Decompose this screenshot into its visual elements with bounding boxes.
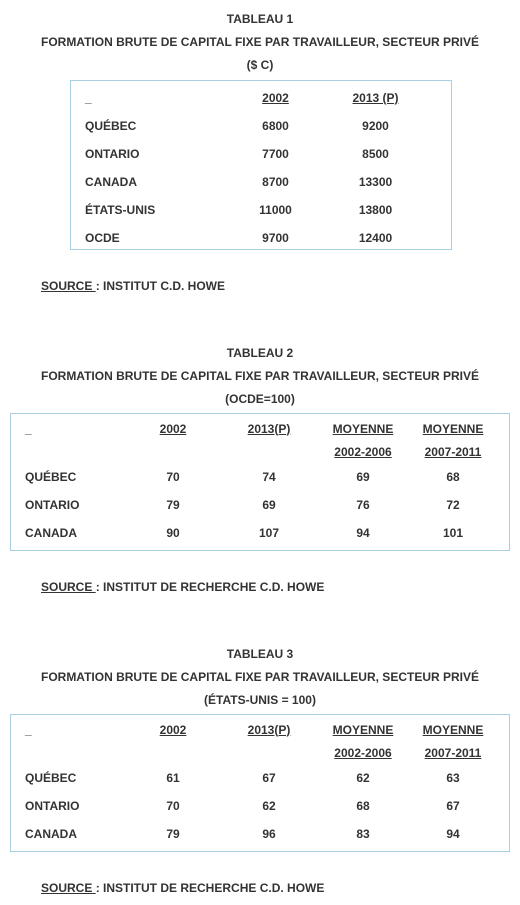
column-header: MOYENNE: [422, 421, 484, 436]
table-1-source: [41, 279, 225, 293]
table-row: [25, 792, 495, 820]
row-label: QUÉBEC: [25, 470, 77, 484]
table-unit: ($ C): [246, 58, 274, 72]
table-row: [85, 224, 433, 252]
cell-value: 11000: [259, 203, 292, 217]
row-label: ONTARIO: [25, 498, 80, 512]
cell-value: 61: [166, 771, 180, 785]
table-row: [25, 764, 495, 792]
column-header-sub: 2007-2011: [424, 745, 482, 760]
row-label: QUÉBEC: [85, 119, 137, 133]
cell-value: 7700: [262, 147, 289, 161]
cell-value: 74: [262, 470, 276, 484]
row-label: ONTARIO: [85, 147, 140, 161]
column-header: MOYENNE: [332, 421, 394, 436]
cell-value: 63: [446, 771, 460, 785]
source-label: SOURCE: [41, 881, 96, 895]
row-label: CANADA: [25, 827, 77, 841]
cell-value: 67: [262, 771, 276, 785]
column-header-sub: 2007-2011: [424, 444, 482, 459]
table-label: TABLEAU 2: [226, 346, 294, 360]
source-text: : INSTITUT DE RECHERCHE C.D. HOWE: [95, 580, 325, 594]
cell-value: 13800: [358, 203, 393, 217]
table-row: [85, 168, 433, 196]
column-header: MOYENNE: [422, 722, 484, 737]
cell-value: 79: [166, 827, 180, 841]
cell-value: 94: [446, 827, 460, 841]
source-label: SOURCE: [41, 279, 96, 293]
table-1-heading: [0, 8, 520, 77]
cell-value: 70: [166, 799, 180, 813]
table-label: TABLEAU 1: [226, 12, 294, 26]
table-unit: (ÉTATS-UNIS = 100): [204, 693, 316, 707]
cell-value: 12400: [358, 231, 393, 245]
cell-value: 62: [262, 799, 276, 813]
cell-value: 68: [446, 470, 460, 484]
cell-value: 79: [166, 498, 180, 512]
table-row: [25, 491, 495, 519]
cell-value: 101: [442, 526, 464, 540]
table-title: FORMATION BRUTE DE CAPITAL FIXE PAR TRAVAILLEUR, SECTEUR PRIVÉ: [40, 35, 479, 49]
cell-value: 94: [356, 526, 370, 540]
cell-value: 107: [258, 526, 280, 540]
table-3-source: [41, 881, 324, 895]
column-header-sub: 2002-2006: [334, 444, 392, 459]
cell-value: 96: [262, 827, 276, 841]
cell-value: 67: [446, 799, 460, 813]
table-title: FORMATION BRUTE DE CAPITAL FIXE PAR TRAVAILLEUR, SECTEUR PRIVÉ: [40, 670, 479, 684]
row-label: OCDE: [85, 231, 120, 245]
table-2: [10, 413, 510, 551]
column-header: MOYENNE: [332, 722, 394, 737]
table-row: [25, 463, 495, 491]
cell-value: 8700: [262, 175, 289, 189]
source-label: SOURCE: [41, 580, 96, 594]
row-label: ÉTATS-UNIS: [85, 203, 156, 217]
cell-value: 90: [166, 526, 180, 540]
table-row: [85, 140, 433, 168]
corner-cell: _: [85, 91, 92, 105]
table-1: [70, 80, 452, 250]
corner-cell: _: [25, 421, 32, 436]
column-header: 2002: [159, 421, 187, 436]
table-2-heading: [0, 342, 520, 411]
table-unit: (OCDE=100): [225, 392, 295, 406]
table-2-source: [41, 580, 324, 594]
table-row: [85, 196, 433, 224]
cell-value: 9700: [262, 231, 289, 245]
table-row: [25, 820, 495, 848]
source-text: : INSTITUT C.D. HOWE: [95, 279, 226, 293]
cell-value: 13300: [358, 175, 393, 189]
cell-value: 72: [446, 498, 460, 512]
table-3-heading: [0, 643, 520, 712]
column-header: 2002: [262, 91, 289, 105]
column-header: 2002: [159, 722, 187, 737]
table-title: FORMATION BRUTE DE CAPITAL FIXE PAR TRAVAILLEUR, SECTEUR PRIVÉ: [40, 369, 479, 383]
row-label: CANADA: [85, 175, 137, 189]
corner-cell: _: [25, 722, 32, 737]
cell-value: 69: [356, 470, 370, 484]
cell-value: 6800: [262, 119, 289, 133]
row-label: CANADA: [25, 526, 77, 540]
cell-value: 83: [356, 827, 370, 841]
cell-value: 62: [356, 771, 370, 785]
cell-value: 76: [356, 498, 370, 512]
column-header: 2013(P): [247, 421, 291, 436]
cell-value: 69: [262, 498, 276, 512]
cell-value: 8500: [362, 147, 389, 161]
column-header: 2013 (P): [352, 91, 399, 105]
table-row: [25, 519, 495, 547]
cell-value: 70: [166, 470, 180, 484]
column-header: 2013(P): [247, 722, 291, 737]
source-text: : INSTITUT DE RECHERCHE C.D. HOWE: [95, 881, 325, 895]
row-label: QUÉBEC: [25, 771, 77, 785]
table-3: [10, 714, 510, 852]
cell-value: 9200: [362, 119, 389, 133]
column-header-sub: 2002-2006: [334, 745, 392, 760]
table-label: TABLEAU 3: [226, 647, 294, 661]
cell-value: 68: [356, 799, 370, 813]
table-row: [85, 112, 433, 140]
row-label: ONTARIO: [25, 799, 80, 813]
